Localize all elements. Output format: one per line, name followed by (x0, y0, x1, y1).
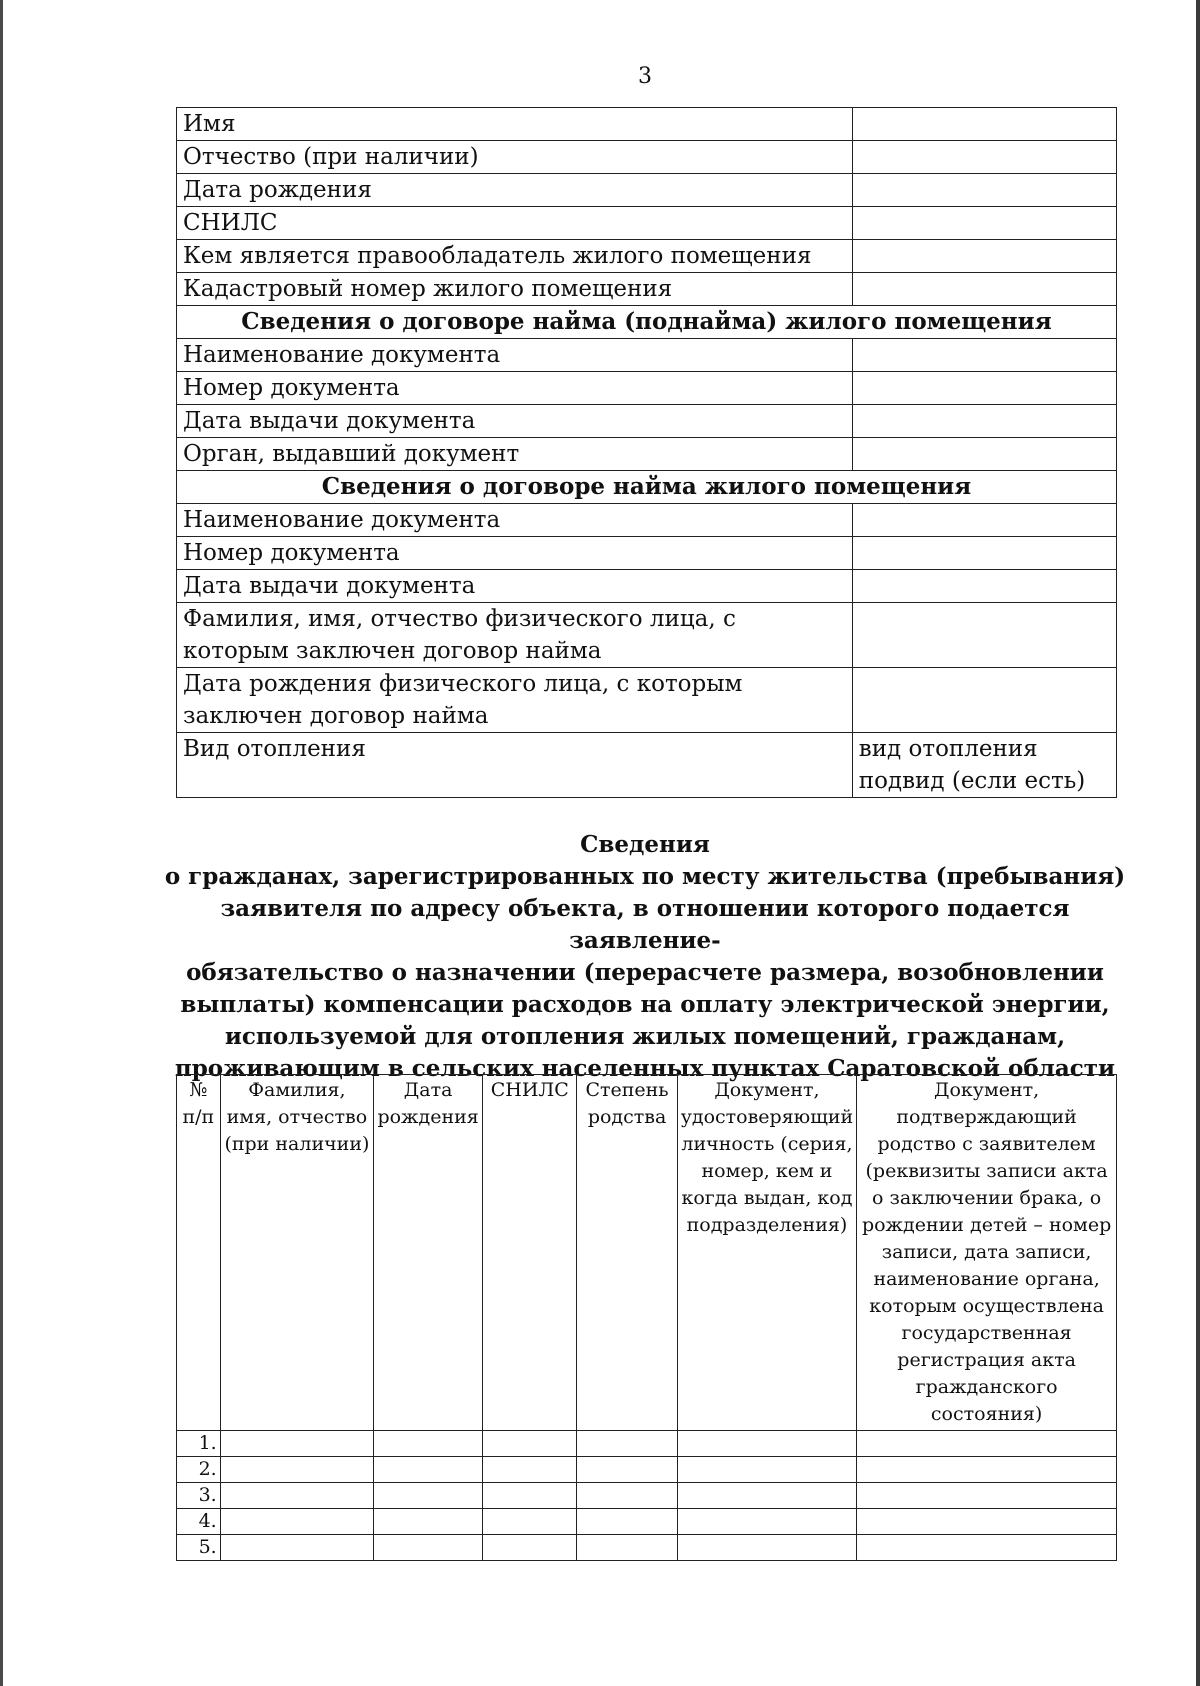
section-header-row (177, 471, 1117, 504)
section-header-row (177, 306, 1117, 339)
heating-type-text: вид отопления (858, 736, 1038, 762)
heating-subtype-text: подвид (если есть) (858, 768, 1086, 794)
cell-id-document[interactable] (677, 1431, 857, 1457)
cell-snils[interactable] (483, 1483, 577, 1509)
form-value-cell[interactable] (852, 438, 1116, 471)
heating-label: Вид отопления (177, 733, 853, 798)
form-row (177, 668, 1117, 733)
form-row (177, 108, 1117, 141)
cell-kinship-document[interactable] (857, 1509, 1117, 1535)
cell-id-document[interactable] (677, 1535, 857, 1561)
row-number: 3. (177, 1483, 221, 1509)
form-value-cell[interactable] (852, 372, 1116, 405)
form-label: Дата рождения (177, 174, 853, 207)
form-label: Дата выдачи документа (177, 405, 853, 438)
heading-line: используемой для отопления жилых помещений, гражданам, (224, 1023, 1066, 1050)
form-row (177, 603, 1117, 668)
heading-line: заявителя по адресу объекта, в отношении которого подается заявление- (220, 895, 1070, 954)
cell-kinship-document[interactable] (857, 1483, 1117, 1509)
scan-edge-left (0, 0, 3, 1686)
form-value-cell[interactable] (852, 570, 1116, 603)
heading-line: о гражданах, зарегистрированных по месту жительства (пребывания) (164, 863, 1126, 890)
form-row (177, 537, 1117, 570)
cell-snils[interactable] (483, 1535, 577, 1561)
form-row (177, 504, 1117, 537)
cell-snils[interactable] (483, 1431, 577, 1457)
form-value-cell[interactable] (852, 668, 1116, 733)
form-label: Дата выдачи документа (177, 570, 853, 603)
section-title-sublease: Сведения о договоре найма (поднайма) жилого помещения (177, 306, 1117, 339)
form-value-cell[interactable] (852, 240, 1116, 273)
form-value-cell[interactable] (852, 603, 1116, 668)
cell-relation[interactable] (577, 1509, 677, 1535)
form-row (177, 339, 1117, 372)
row-number: 1. (177, 1431, 221, 1457)
form-row (177, 174, 1117, 207)
form-label: Наименование документа (177, 339, 853, 372)
cell-dob[interactable] (374, 1431, 483, 1457)
header-id-document: Документ, удостоверяющий личность (серия, номер, кем и когда выдан, код подразделения) (677, 1075, 857, 1431)
form-label: Имя (177, 108, 853, 141)
table-row (177, 1535, 1117, 1561)
cell-relation[interactable] (577, 1431, 677, 1457)
cell-kinship-document[interactable] (857, 1457, 1117, 1483)
cell-dob[interactable] (374, 1457, 483, 1483)
form-value-cell[interactable] (852, 537, 1116, 570)
cell-snils[interactable] (483, 1457, 577, 1483)
page-number: 3 (638, 64, 652, 89)
heading-line: обязательство о назначении (перерасчете размера, возобновлении (186, 959, 1104, 986)
form-label: Наименование документа (177, 504, 853, 537)
form-label: Отчество (при наличии) (177, 141, 853, 174)
cell-fio[interactable] (220, 1535, 373, 1561)
heading-line: проживающим в сельских населенных пунктах Саратовской области (174, 1055, 1116, 1082)
row-number: 5. (177, 1535, 221, 1561)
applicant-form-table (176, 107, 1117, 798)
cell-fio[interactable] (220, 1483, 373, 1509)
form-label: Фамилия, имя, отчество физического лица, с которым заключен договор найма (177, 603, 853, 668)
form-row (177, 570, 1117, 603)
cell-fio[interactable] (220, 1509, 373, 1535)
cell-id-document[interactable] (677, 1509, 857, 1535)
cell-relation[interactable] (577, 1483, 677, 1509)
form-label: Кадастровый номер жилого помещения (177, 273, 853, 306)
header-dob: Дата рождения (374, 1075, 483, 1431)
header-fio: Фамилия, имя, отчество (при наличии) (220, 1075, 373, 1431)
cell-id-document[interactable] (677, 1457, 857, 1483)
form-label: Дата рождения физического лица, с которым заключен договор найма (177, 668, 853, 733)
row-number: 4. (177, 1509, 221, 1535)
form-value-cell[interactable] (852, 141, 1116, 174)
cell-fio[interactable] (220, 1457, 373, 1483)
cell-kinship-document[interactable] (857, 1535, 1117, 1561)
form-value-cell[interactable] (852, 174, 1116, 207)
cell-dob[interactable] (374, 1509, 483, 1535)
form-label: Кем является правообладатель жилого помещения (177, 240, 853, 273)
form-label: Орган, выдавший документ (177, 438, 853, 471)
table-row (177, 1431, 1117, 1457)
heading-title: Сведения (580, 831, 710, 858)
header-snils: СНИЛС (483, 1075, 577, 1431)
form-label: СНИЛС (177, 207, 853, 240)
form-value-cell[interactable] (852, 504, 1116, 537)
cell-dob[interactable] (374, 1535, 483, 1561)
form-row (177, 438, 1117, 471)
form-value-cell[interactable] (852, 273, 1116, 306)
form-row (177, 207, 1117, 240)
form-value-cell[interactable] (852, 207, 1116, 240)
form-row (177, 405, 1117, 438)
citizens-header-row (177, 1075, 1117, 1431)
form-label: Номер документа (177, 537, 853, 570)
cell-id-document[interactable] (677, 1483, 857, 1509)
header-relation: Степень родства (577, 1075, 677, 1431)
table-row (177, 1457, 1117, 1483)
form-value-cell[interactable] (852, 405, 1116, 438)
header-kinship-document: Документ, подтверждающий родство с заявителем (реквизиты записи акта о заключении брака, о рождении детей – номер записи, дата записи, наименование органа, которым осуществлена государственная регистрация акта гражданского состояния) (857, 1075, 1117, 1431)
heating-row (177, 733, 1117, 798)
form-row (177, 273, 1117, 306)
heading-line: выплаты) компенсации расходов на оплату электрической энергии, (180, 991, 1110, 1018)
heating-value-cell[interactable] (852, 733, 1116, 798)
cell-relation[interactable] (577, 1457, 677, 1483)
registered-citizens-table (176, 1074, 1117, 1561)
row-number: 2. (177, 1457, 221, 1483)
cell-kinship-document[interactable] (857, 1431, 1117, 1457)
form-value-cell[interactable] (852, 339, 1116, 372)
cell-fio[interactable] (220, 1431, 373, 1457)
table-row (177, 1483, 1117, 1509)
cell-relation[interactable] (577, 1535, 677, 1561)
header-num: № п/п (177, 1075, 221, 1431)
form-label: Номер документа (177, 372, 853, 405)
form-row (177, 240, 1117, 273)
form-row (177, 141, 1117, 174)
section-title-lease: Сведения о договоре найма жилого помещения (177, 471, 1117, 504)
citizens-section-heading (150, 829, 1140, 1085)
scan-edge-right (1196, 0, 1200, 1686)
form-value-cell[interactable] (852, 108, 1116, 141)
cell-snils[interactable] (483, 1509, 577, 1535)
table-row (177, 1509, 1117, 1535)
form-row (177, 372, 1117, 405)
cell-dob[interactable] (374, 1483, 483, 1509)
